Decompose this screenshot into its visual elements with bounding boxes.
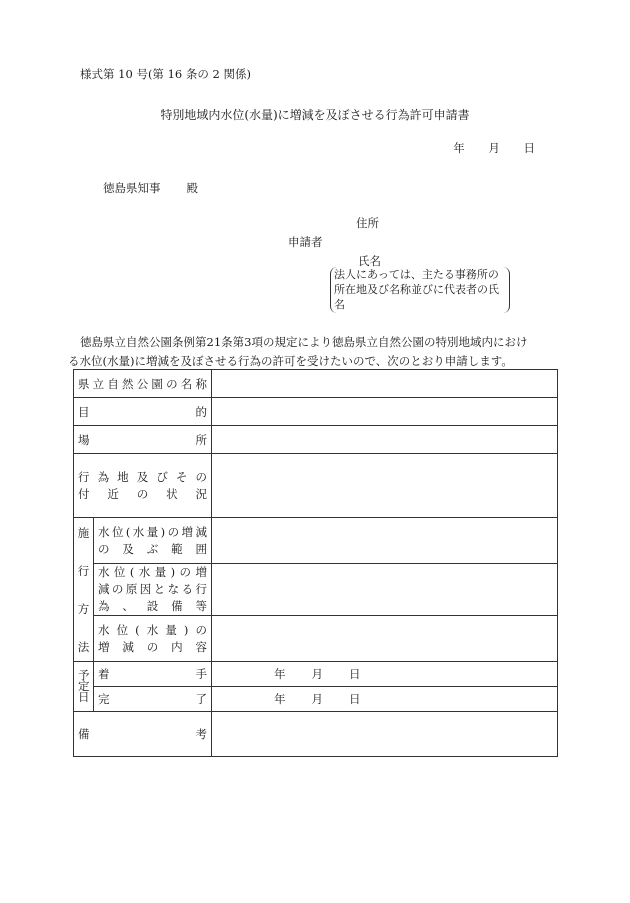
start-year: 年 bbox=[274, 667, 286, 681]
cause-label-line-1: 水位(水量)の増 bbox=[98, 565, 207, 579]
place-field[interactable] bbox=[212, 426, 558, 454]
method-char-2: 行 bbox=[77, 563, 90, 578]
submission-date bbox=[433, 140, 535, 156]
table-row bbox=[74, 712, 558, 757]
content-label-line-2: 増減の内容 bbox=[98, 639, 207, 654]
site-condition-field[interactable] bbox=[212, 454, 558, 518]
table-row bbox=[74, 518, 558, 564]
addressee bbox=[103, 180, 198, 196]
purpose-field[interactable] bbox=[212, 398, 558, 426]
form-number: 様式第 10 号(第 16 条の 2 関係) bbox=[80, 67, 251, 81]
date-day: 日 bbox=[523, 141, 535, 155]
table-row bbox=[74, 426, 558, 454]
remarks-label: 備考 bbox=[74, 712, 212, 757]
site-label-line-1: 行為地及びその bbox=[78, 469, 207, 484]
finish-label: 完了 bbox=[94, 687, 212, 712]
park-name-label: 県立自然公園の名称 bbox=[74, 370, 212, 398]
range-field[interactable] bbox=[212, 518, 558, 564]
intro-line-2: る水位(水量)に増減を及ぼさせる行為の許可を受けたいので、次のとおり申請します。 bbox=[68, 354, 513, 368]
range-label bbox=[94, 518, 212, 564]
cause-field[interactable] bbox=[212, 564, 558, 616]
start-date-field[interactable] bbox=[212, 662, 558, 687]
name-label: 氏名 bbox=[358, 254, 381, 268]
method-char-1: 施 bbox=[77, 525, 90, 540]
schedule-label-text: 予定日 bbox=[78, 668, 90, 704]
intro-paragraph bbox=[68, 333, 546, 371]
content-field[interactable] bbox=[212, 616, 558, 662]
content-label-line-1: 水位(水量)の bbox=[98, 622, 207, 637]
range-label-line-1: 水位(水量)の増減 bbox=[98, 524, 207, 539]
method-label bbox=[74, 518, 94, 662]
date-month: 月 bbox=[488, 141, 500, 155]
addressee-name: 徳島県知事 bbox=[103, 181, 161, 195]
table-row bbox=[74, 398, 558, 426]
purpose-label: 目的 bbox=[74, 398, 212, 426]
table-row bbox=[74, 616, 558, 662]
date-year: 年 bbox=[453, 141, 465, 155]
method-char-4: 法 bbox=[77, 639, 90, 654]
cause-label bbox=[94, 564, 212, 616]
cause-label-line-3: 為、設備等 bbox=[98, 599, 207, 613]
start-label: 着手 bbox=[94, 662, 212, 687]
start-month: 月 bbox=[311, 667, 323, 681]
document-title: 特別地域内水位(水量)に増減を及ぼさせる行為許可申請書 bbox=[160, 108, 470, 122]
cause-label-line-2: 減の原因となる行 bbox=[98, 582, 207, 596]
table-row bbox=[74, 662, 558, 687]
site-condition-label bbox=[74, 454, 212, 518]
remarks-field[interactable] bbox=[212, 712, 558, 757]
schedule-label bbox=[74, 662, 94, 712]
finish-date-field[interactable] bbox=[212, 687, 558, 712]
site-label-line-2: 付近の状況 bbox=[78, 486, 207, 501]
content-label bbox=[94, 616, 212, 662]
finish-year: 年 bbox=[274, 692, 286, 706]
table-row bbox=[74, 370, 558, 398]
applicant-label: 申請者 bbox=[288, 235, 323, 249]
table-row bbox=[74, 454, 558, 518]
addressee-honorific: 殿 bbox=[186, 181, 198, 195]
start-day: 日 bbox=[349, 667, 361, 681]
address-label: 住所 bbox=[356, 216, 379, 230]
method-char-3: 方 bbox=[77, 601, 90, 616]
table-row bbox=[74, 687, 558, 712]
place-label: 場所 bbox=[74, 426, 212, 454]
table-row bbox=[74, 564, 558, 616]
range-label-line-2: の及ぶ範囲 bbox=[98, 541, 207, 556]
park-name-field[interactable] bbox=[212, 370, 558, 398]
finish-day: 日 bbox=[349, 692, 361, 706]
application-table bbox=[73, 369, 558, 757]
intro-line-1: 徳島県立自然公園条例第21条第3項の規定により徳島県立自然公園の特別地域内におけ bbox=[80, 335, 528, 349]
corporate-note: 法人にあっては、主たる事務所の所在地及び名称並びに代表者の氏名 bbox=[330, 267, 510, 313]
finish-month: 月 bbox=[311, 692, 323, 706]
